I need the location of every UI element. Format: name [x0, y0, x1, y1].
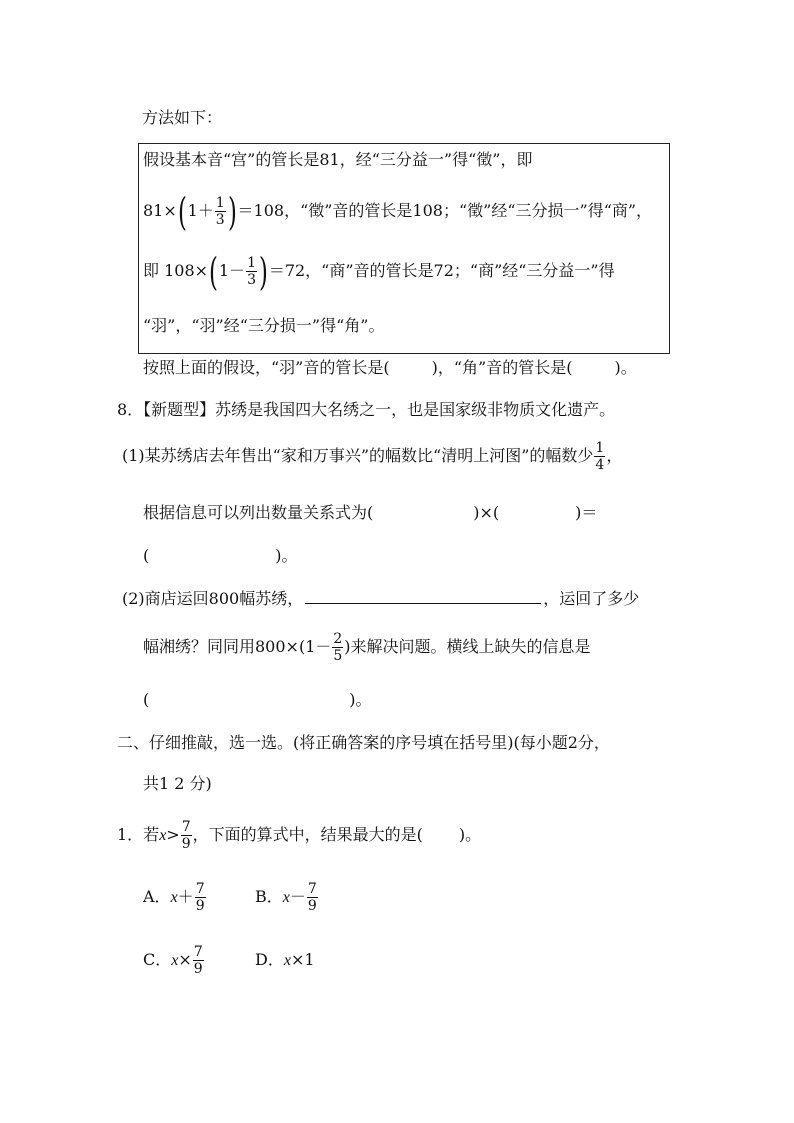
fraction-denominator: 5 — [333, 648, 343, 664]
q8-title: 8．【新题型】苏绣是我国四大名绣之一，也是国家级非物质文化遗产。 — [117, 400, 616, 419]
q8-part1-line2-a: 根据信息可以列出数量关系式为( — [143, 503, 374, 522]
right-paren: ) — [227, 189, 237, 234]
fraction-numerator: 2 — [333, 631, 343, 647]
option-a-label: A． — [143, 887, 171, 906]
q8-part1-line2 — [143, 503, 597, 523]
box-line-2-pre: 81× — [143, 201, 177, 220]
q8-part1-line2-c: )＝ — [575, 503, 598, 522]
option-c[interactable] — [143, 940, 205, 981]
q8-part2-line3-a: ( — [143, 690, 150, 709]
variable-x: x — [282, 889, 290, 906]
times-one: ×1 — [290, 950, 315, 969]
box-line-4: “羽”，“羽”经“三分损一”得“角”。 — [143, 316, 385, 335]
left-paren: ( — [209, 249, 218, 294]
fraction — [193, 945, 204, 976]
option-d-label: D． — [255, 950, 284, 969]
right-paren: ) — [258, 249, 268, 294]
fraction-denominator: 3 — [215, 212, 225, 228]
q8-part1-line1 — [122, 436, 622, 476]
fraction — [195, 882, 206, 913]
q8-part1-line3-b: )。 — [275, 546, 298, 565]
q8-part2-line1-a: (2)商店运回800幅苏绣， — [122, 589, 304, 608]
q8-part2-line2-b: )来解决问题。横线上缺失的信息是 — [344, 637, 591, 656]
q8-part2-line3 — [143, 690, 372, 710]
q8-part2-line3-b: )。 — [349, 690, 372, 709]
option-b[interactable] — [255, 877, 319, 918]
variable-x: x — [171, 952, 179, 969]
fraction — [307, 882, 318, 913]
option-a[interactable] — [143, 877, 207, 918]
q1-end: )。 — [458, 825, 482, 844]
fraction — [181, 820, 192, 851]
greater-than: > — [166, 825, 180, 844]
section-2-heading: 二、仔细推敲，选一选。(将正确答案的序号填在括号里)(每小题2分， — [117, 733, 610, 752]
box-line-3-post: ＝72，“商”音的管长是72；“商”经“三分益一”得 — [268, 261, 615, 280]
fraction-numerator: 7 — [181, 819, 191, 835]
times-sign: × — [178, 950, 192, 969]
q8-part1-line2-b: )×( — [473, 503, 500, 522]
q1-post: ，下面的算式中，结果最大的是( — [192, 825, 423, 844]
q1-pre: 1．若 — [117, 825, 160, 844]
variable-x: x — [283, 952, 291, 969]
fraction-denominator: 9 — [307, 898, 317, 914]
fraction — [215, 196, 226, 227]
fraction — [246, 256, 257, 287]
pipe-question-c: )。 — [614, 358, 637, 377]
left-paren: ( — [177, 189, 187, 234]
comma: ， — [606, 446, 623, 465]
method-intro: 方法如下： — [142, 108, 223, 127]
box-line-2-inner: 1＋ — [187, 201, 214, 220]
box-line-3-pre: 即 108× — [143, 261, 209, 280]
variable-x: x — [159, 827, 167, 844]
fraction-denominator: 4 — [595, 457, 605, 473]
q8-part1-line3-a: ( — [143, 546, 150, 565]
fraction — [332, 632, 343, 663]
box-line-1: 假设基本音“宫”的管长是81，经“三分益一”得“徵”，即 — [143, 150, 533, 169]
box-line-2-post: ＝108，“徵”音的管长是108；“徵”经“三分损一”得“商”， — [237, 201, 653, 220]
answer-underline[interactable] — [305, 587, 541, 604]
q1-stem — [117, 815, 481, 856]
pipe-question — [143, 358, 637, 378]
fraction-numerator: 1 — [247, 255, 256, 271]
fraction-numerator: 7 — [307, 881, 317, 897]
option-c-label: C． — [143, 950, 172, 969]
plus-sign: ＋ — [177, 887, 194, 906]
option-d[interactable] — [255, 940, 315, 981]
fraction-numerator: 1 — [215, 195, 225, 211]
q8-part1-line3 — [143, 546, 298, 566]
fraction-numerator: 1 — [595, 440, 605, 456]
section-2-heading-cont: 共1 2 分) — [143, 774, 212, 793]
fraction — [594, 441, 605, 472]
fraction-denominator: 9 — [193, 961, 203, 977]
fraction-denominator: 9 — [195, 898, 205, 914]
variable-x: x — [170, 889, 178, 906]
fraction-numerator: 7 — [193, 944, 203, 960]
box-line-2 — [143, 189, 653, 234]
box-line-3-inner: 1－ — [218, 261, 246, 280]
q8-part2-line1 — [122, 587, 639, 609]
q8-part2-line1-b: ，运回了多少 — [543, 589, 640, 608]
option-b-label: B． — [255, 887, 283, 906]
pipe-question-a: 按照上面的假设，“羽”音的管长是( — [143, 358, 390, 377]
fraction-numerator: 7 — [195, 881, 205, 897]
pipe-question-b: )，“角”音的管长是( — [431, 358, 573, 377]
q8-part2-line2 — [143, 627, 591, 667]
q8-part2-line2-a: 幅湘绣？同同用800×(1－ — [143, 637, 332, 656]
fraction-denominator: 9 — [181, 836, 191, 852]
minus-sign: － — [289, 887, 306, 906]
fraction-denominator: 3 — [247, 272, 256, 288]
box-line-3 — [143, 249, 615, 294]
q8-part1-text: (1)某苏绣店去年售出“家和万事兴”的幅数比“清明上河图”的幅数少 — [122, 446, 594, 465]
